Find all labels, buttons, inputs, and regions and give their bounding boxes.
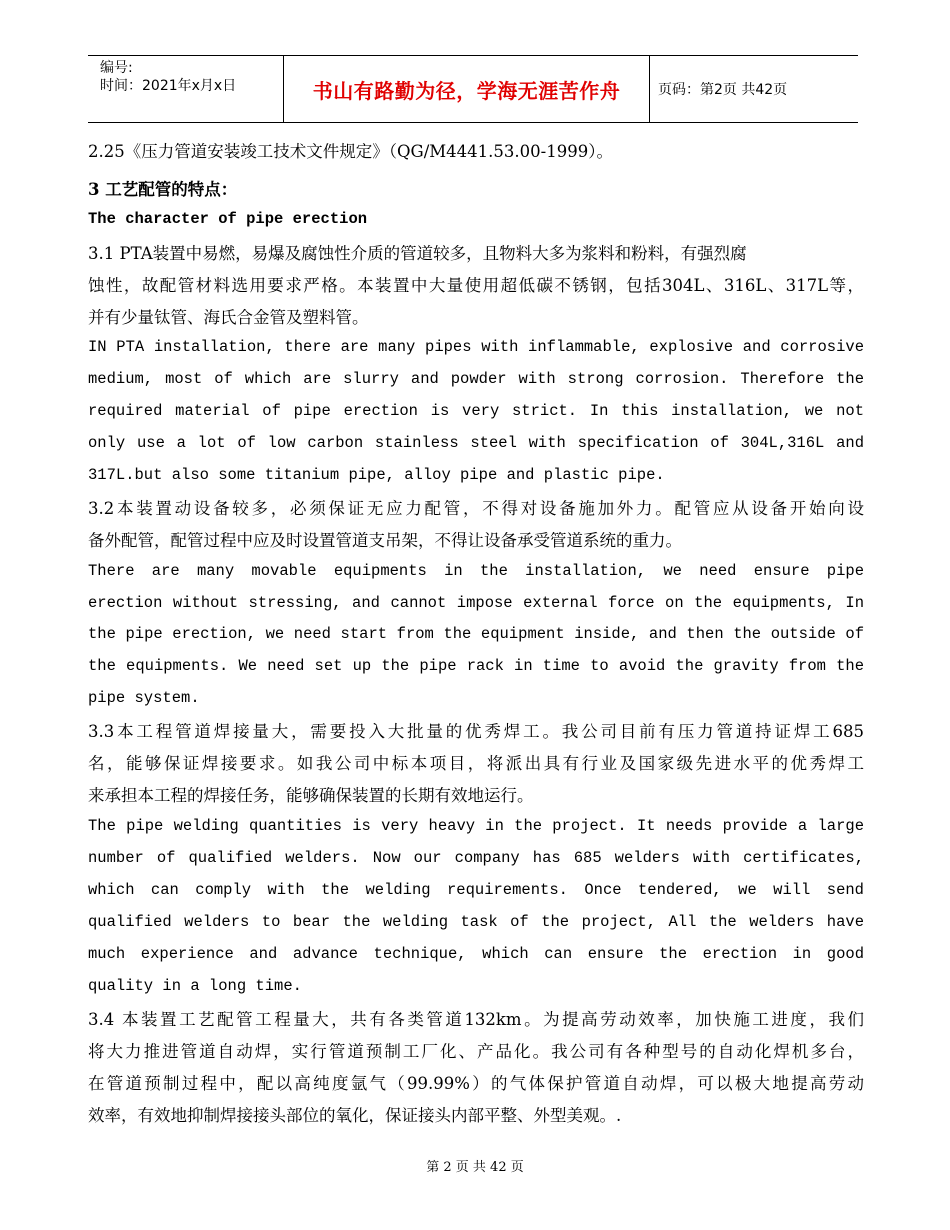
para-3-3-en-line-3: which can comply with the welding requirements. Once tendered, we will send (88, 881, 864, 899)
para-3-3-en-line-6: quality in a long time. (88, 977, 302, 995)
para-3-4-zh-line-2: 将大力推进管道自动焊，实行管道预制工厂化、产品化。我公司有各种型号的自动化焊机多台， (88, 1042, 864, 1061)
header-page-cell (650, 56, 858, 122)
header-motto-cell (284, 56, 650, 122)
para-3-4-zh-line-4: 效率，有效地抑制焊接接头部位的氧化，保证接头内部平整、外型美观。. (88, 1106, 622, 1125)
para-3-3-en-line-5: much experience and advance technique, which can ensure the erection in good (88, 945, 864, 963)
para-3-3-zh-line-2: 名，能够保证焊接要求。如我公司中标本项目，将派出具有行业及国家级先进水平的优秀焊工 (88, 754, 864, 773)
para-3-3-en-line-2: number of qualified welders. Now our company has 685 welders with certificates, (88, 849, 864, 867)
ref-line-2-25: 2.25《压力管道安装竣工技术文件规定》（QG/M4441.53.00-1999）。 (88, 142, 613, 161)
para-3-3-en-line-4: qualified welders to bear the welding task of the project, All the welders have (88, 913, 864, 931)
para-3-1-zh-line-3: 并有少量钛管、海氏合金管及塑料管。 (88, 308, 369, 327)
header-meta-cell (88, 56, 284, 122)
para-3-1-en-line-1: IN PTA installation, there are many pipes with inflammable, explosive and corrosive (88, 338, 864, 356)
para-3-4-zh-line-1: 3.4 本装置工艺配管工程量大，共有各类管道132km。为提高劳动效率，加快施工进度，我们 (88, 1010, 864, 1029)
section-3-heading-en: The character of pipe erection (88, 210, 368, 228)
page-footer: 第 2 页 共 42 页 (426, 1160, 524, 1175)
para-3-1-en-line-3: required material of pipe erection is very strict. In this installation, we not (88, 402, 864, 420)
para-3-3-en-line-1: The pipe welding quantities is very heavy in the project. It needs provide a large (88, 817, 864, 835)
header-motto: 书山有路勤为径，学海无涯苦作舟 (312, 78, 621, 103)
para-3-2-en-line-5: pipe system. (88, 689, 200, 707)
page-header (88, 55, 858, 123)
para-3-2-en-line-1: There are many movable equipments in the installation, we need ensure pipe (88, 562, 864, 580)
para-3-2-zh-line-2: 备外配管，配管过程中应及时设置管道支吊架，不得让设备承受管道系统的重力。 (88, 531, 682, 550)
para-3-3-zh-line-1: 3.3本工程管道焊接量大，需要投入大批量的优秀焊工。我公司目前有压力管道持证焊工685 (88, 722, 864, 741)
section-3-heading: 3 工艺配管的特点： (88, 180, 238, 199)
para-3-2-en-line-2: erection without stressing, and cannot impose external force on the equipments, In (88, 594, 864, 612)
para-3-3-zh-line-3: 来承担本工程的焊接任务，能够确保装置的长期有效地运行。 (88, 786, 534, 805)
document-number-label: 编号: (100, 60, 133, 76)
para-3-2-en-line-4: the equipments. We need set up the pipe rack in time to avoid the gravity from the (88, 657, 864, 675)
document-time: 时间：2021年x月x日 (100, 78, 237, 94)
para-3-2-zh-line-1: 3.2本装置动设备较多，必须保证无应力配管，不得对设备施加外力。配管应从设备开始向设 (88, 499, 864, 518)
para-3-2-en-line-3: the pipe erection, we need start from the equipment inside, and then the outside of (88, 625, 864, 643)
para-3-1-zh-line-1: 3.1 PTA装置中易燃，易爆及腐蚀性介质的管道较多，且物料大多为浆料和粉料，有强烈腐 (88, 244, 747, 263)
para-3-4-zh-line-3: 在管道预制过程中，配以高纯度氩气（99.99%）的气体保护管道自动焊，可以极大地提高劳动 (88, 1074, 864, 1093)
para-3-1-en-line-4: only use a lot of low carbon stainless steel with specification of 304L,316L and (88, 434, 864, 452)
para-3-1-en-line-5: 317L.but also some titanium pipe, alloy pipe and plastic pipe. (88, 466, 665, 484)
header-page-info: 页码：第2页 共42页 (658, 82, 788, 98)
para-3-1-en-line-2: medium, most of which are slurry and powder with strong corrosion. Therefore the (88, 370, 864, 388)
para-3-1-zh-line-2: 蚀性，故配管材料选用要求严格。本装置中大量使用超低碳不锈钢，包括304L、316L、317L等， (88, 276, 864, 295)
